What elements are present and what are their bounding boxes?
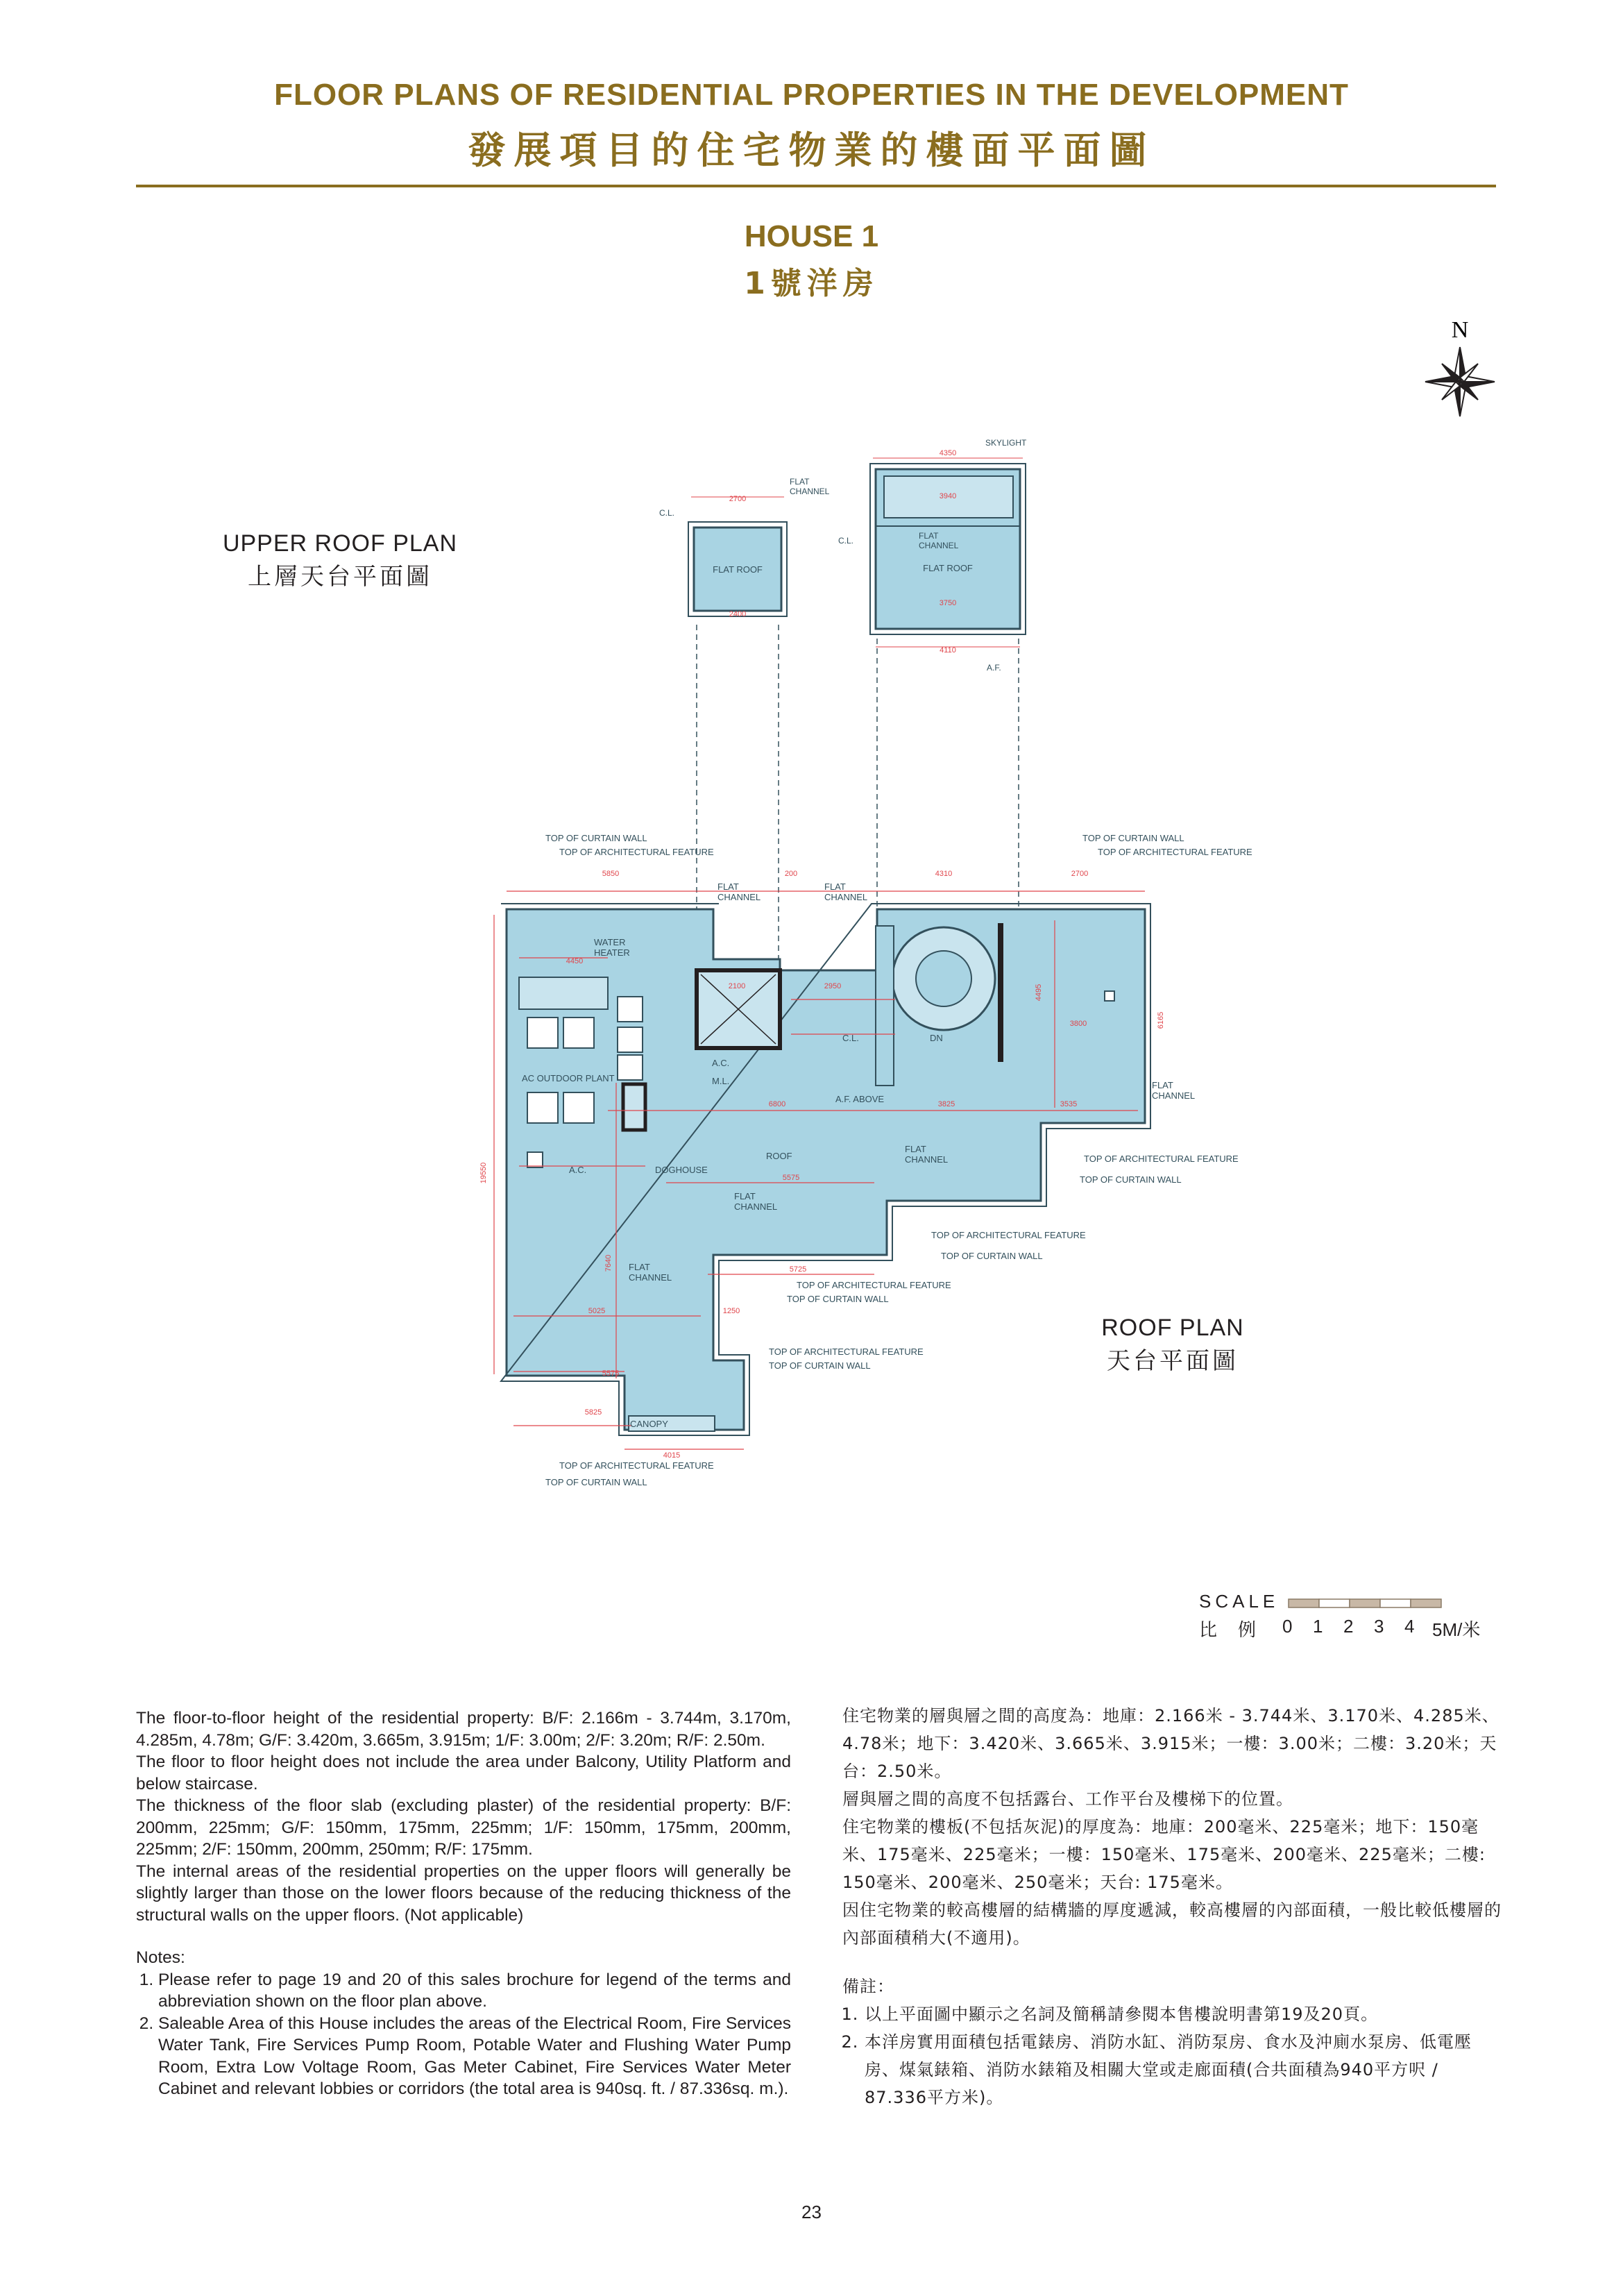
roof-plan-main (479, 833, 1252, 1487)
svg-text:3750: 3750 (939, 599, 957, 607)
svg-text:DOGHOUSE: DOGHOUSE (655, 1165, 708, 1175)
svg-text:2950: 2950 (824, 982, 842, 990)
svg-text:5850: 5850 (602, 870, 620, 878)
svg-text:FLAT: FLAT (905, 1144, 926, 1154)
svg-text:M.L.: M.L. (712, 1076, 730, 1086)
svg-text:5575: 5575 (782, 1174, 800, 1182)
scale-title: SCALE (1199, 1591, 1280, 1612)
svg-text:2700: 2700 (729, 495, 747, 503)
svg-text:ROOF: ROOF (766, 1151, 792, 1161)
svg-text:FLAT: FLAT (919, 531, 939, 541)
page-title-en: FLOOR PLANS OF RESIDENTIAL PROPERTIES IN THE DEVELOPMENT (274, 78, 1349, 112)
svg-text:TOP OF CURTAIN WALL: TOP OF CURTAIN WALL (1080, 1174, 1182, 1185)
upper-roof-plan-label: UPPER ROOF PLAN 上層天台平面圖 (222, 530, 458, 591)
svg-text:FLAT: FLAT (824, 881, 846, 892)
svg-text:C.L.: C.L. (838, 536, 854, 546)
svg-text:CHANNEL: CHANNEL (629, 1272, 672, 1283)
svg-text:1250: 1250 (722, 1307, 740, 1315)
notes-chinese (842, 1702, 1502, 2111)
svg-text:2400: 2400 (729, 610, 747, 618)
svg-text:FLAT: FLAT (629, 1262, 650, 1272)
note-item: 2. Saleable Area of this House includes the areas of the Electrical Room, Fire Services Water Tank, Fire Services Pump Room, Potable Water and Flushing Water Pump Room, Extra Low Voltage Room, Gas Meter Cabinet, Fire Services Water Meter Cabinet and relevant lobbies or corridors (the total area is 940sq. ft. / 87.336sq. m.). (158, 2013, 791, 2100)
svg-text:3800: 3800 (1069, 1020, 1087, 1028)
scale-tick: 1 (1313, 1616, 1323, 1637)
upper-roof-small-block (659, 477, 830, 618)
svg-text:2100: 2100 (728, 982, 746, 990)
svg-text:WATER: WATER (594, 937, 626, 947)
svg-text:TOP OF ARCHITECTURAL FEATURE: TOP OF ARCHITECTURAL FEATURE (559, 847, 714, 857)
svg-text:TOP OF ARCHITECTURAL FEATURE: TOP OF ARCHITECTURAL FEATURE (769, 1347, 924, 1357)
scale-tick: 5M/米 (1432, 1619, 1481, 1640)
svg-text:TOP OF ARCHITECTURAL FEATURE: TOP OF ARCHITECTURAL FEATURE (559, 1460, 714, 1471)
svg-text:TOP OF CURTAIN WALL: TOP OF CURTAIN WALL (1082, 833, 1184, 843)
svg-text:A.F. ABOVE: A.F. ABOVE (835, 1094, 885, 1104)
floor-height-exclusion-note-zh: 層與層之間的高度不包括露台、工作平台及樓梯下的位置。 (842, 1789, 1293, 1809)
svg-text:TOP OF CURTAIN WALL: TOP OF CURTAIN WALL (787, 1294, 889, 1304)
slab-thickness-note-zh: 住宅物業的樓板(不包括灰泥)的厚度為：地庫：200毫米、225毫米；地下：150毫米、175毫米、225毫米；一樓：150毫米、175毫米、200毫米、225毫米；二樓: 150毫米、200毫米、250毫米；天台: 175毫米。 (842, 1817, 1486, 1892)
svg-text:TOP OF CURTAIN WALL: TOP OF CURTAIN WALL (545, 833, 647, 843)
svg-text:CHANNEL: CHANNEL (717, 892, 761, 902)
svg-text:4110: 4110 (940, 646, 956, 655)
svg-text:HEATER: HEATER (594, 947, 630, 958)
notes-heading-zh: 備註： (842, 1977, 894, 1996)
svg-text:A.C.: A.C. (712, 1058, 730, 1068)
svg-text:3825: 3825 (937, 1100, 955, 1108)
floor-height-exclusion-note: The floor to floor height does not include the area under Balcony, Utility Platform and below staircase. (136, 1753, 791, 1793)
page-number: 23 (801, 2202, 822, 2222)
svg-text:TOP OF ARCHITECTURAL FEATURE: TOP OF ARCHITECTURAL FEATURE (1098, 847, 1252, 857)
svg-text:FLAT ROOF: FLAT ROOF (713, 564, 763, 575)
internal-area-note: The internal areas of the residential properties on the upper floors will generally be slightly larger than those on the lower floors because of the reducing thickness of the structural walls on the upper floors. (Not applicable) (136, 1862, 791, 1925)
roof-plan-label: ROOF PLAN 天台平面圖 (1101, 1315, 1244, 1375)
svg-text:DN: DN (930, 1033, 943, 1043)
svg-text:5825: 5825 (584, 1408, 602, 1417)
svg-text:7640: 7640 (604, 1254, 613, 1272)
svg-text:TOP OF CURTAIN WALL: TOP OF CURTAIN WALL (545, 1477, 647, 1487)
note-item-zh: 1. 以上平面圖中顯示之名詞及簡稱請參閱本售樓說明書第19及20頁。 (865, 2000, 1502, 2028)
svg-text:200: 200 (784, 870, 798, 878)
svg-text:C.L.: C.L. (659, 508, 675, 518)
svg-text:TOP OF ARCHITECTURAL FEATURE: TOP OF ARCHITECTURAL FEATURE (931, 1230, 1086, 1240)
svg-text:5725: 5725 (789, 1265, 807, 1274)
svg-text:5575: 5575 (602, 1369, 620, 1378)
svg-text:4015: 4015 (663, 1451, 681, 1460)
svg-text:CANOPY: CANOPY (630, 1419, 668, 1429)
scale-tick: 2 (1343, 1616, 1354, 1637)
scale-tick: 3 (1374, 1616, 1384, 1637)
svg-text:N: N (1451, 317, 1469, 343)
svg-text:CHANNEL: CHANNEL (905, 1154, 949, 1165)
svg-text:6165: 6165 (1157, 1011, 1165, 1029)
svg-text:FLAT ROOF: FLAT ROOF (923, 563, 973, 573)
svg-text:C.L.: C.L. (842, 1033, 859, 1043)
svg-text:TOP OF CURTAIN WALL: TOP OF CURTAIN WALL (941, 1251, 1043, 1261)
svg-text:AC OUTDOOR PLANT: AC OUTDOOR PLANT (522, 1073, 615, 1083)
svg-text:FLAT: FLAT (734, 1191, 756, 1201)
svg-text:3535: 3535 (1060, 1100, 1078, 1108)
scale-tick: 4 (1404, 1616, 1415, 1637)
upper-roof-large-block (838, 438, 1027, 673)
svg-text:CHANNEL: CHANNEL (919, 541, 959, 550)
svg-text:TOP OF ARCHITECTURAL FEATURE: TOP OF ARCHITECTURAL FEATURE (1084, 1154, 1239, 1164)
house-title-zh: 1號洋房 (744, 266, 879, 301)
internal-area-note-zh: 因住宅物業的較高樓層的結構牆的厚度遞減，較高樓層的內部面積，一般比較低樓層的內部面積稍大(不適用)。 (842, 1900, 1502, 1948)
svg-text:4495: 4495 (1035, 984, 1043, 1002)
svg-text:CHANNEL: CHANNEL (734, 1201, 778, 1212)
notes-english (136, 1707, 791, 2100)
svg-text:4350: 4350 (939, 449, 957, 457)
svg-text:A.C.: A.C. (569, 1165, 587, 1175)
note-item-zh: 2. 本洋房實用面積包括電錶房、消防水缸、消防泵房、食水及沖廁水泵房、低電壓房、煤氣錶箱、消防水錶箱及相關大堂或走廊面積(合共面積為940平方呎 / 87.336平方米)。 (865, 2028, 1502, 2111)
svg-text:CHANNEL: CHANNEL (824, 892, 868, 902)
svg-text:4450: 4450 (566, 957, 584, 965)
page-title-zh: 發展項目的住宅物業的樓面平面圖 (468, 128, 1155, 172)
scale-tick: 0 (1282, 1616, 1293, 1637)
notes-heading: Notes: (136, 1948, 185, 1967)
svg-text:TOP OF CURTAIN WALL: TOP OF CURTAIN WALL (769, 1360, 871, 1371)
note-item: 1. Please refer to page 19 and 20 of this sales brochure for legend of the terms and abbreviation shown on the floor plan above. (158, 1969, 791, 2013)
floor-height-note-zh: 住宅物業的層與層之間的高度為：地庫：2.166米 - 3.744米、3.170米、4.285米、4.78米；地下：3.420米、3.665米、3.915米；一樓：3.00米；二樓：3.20米；天台：2.50米。 (842, 1706, 1499, 1781)
svg-text:2700: 2700 (1071, 870, 1089, 878)
floor-height-note: The floor-to-floor height of the residential property: B/F: 2.166m - 3.744m, 3.170m, 4.285m, 4.78m; G/F: 3.420m, 3.665m, 3.915m; 1/F: 3.00m; 2/F: 3.20m; R/F: 2.50m. (136, 1709, 791, 1750)
svg-text:5025: 5025 (588, 1307, 606, 1315)
slab-thickness-note: The thickness of the floor slab (excluding plaster) of the residential property: B/F: 200mm, 225mm; G/F: 150mm, 175mm, 225mm; 1/F: 150mm, 175mm, 200mm, 225mm; 2/F: 150mm, 200mm, 250mm; R/F: 175mm. (136, 1796, 791, 1859)
svg-text:A.F.: A.F. (987, 663, 1001, 673)
house-title-en: HOUSE 1 (744, 219, 879, 253)
svg-text:FLAT: FLAT (717, 881, 739, 892)
svg-text:FLAT: FLAT (1152, 1080, 1173, 1090)
svg-text:19550: 19550 (479, 1162, 488, 1184)
svg-text:3940: 3940 (939, 492, 957, 500)
north-compass-icon (1425, 317, 1495, 416)
svg-text:FLAT: FLAT (790, 477, 810, 487)
scale-label-zh: 比 例 (1199, 1620, 1258, 1641)
svg-text:CHANNEL: CHANNEL (790, 487, 830, 496)
scale-bar-graphic (1288, 1598, 1447, 1609)
svg-text:4310: 4310 (935, 870, 953, 878)
svg-text:6800: 6800 (768, 1100, 786, 1108)
svg-text:TOP OF ARCHITECTURAL FEATURE: TOP OF ARCHITECTURAL FEATURE (797, 1280, 951, 1290)
svg-text:CHANNEL: CHANNEL (1152, 1090, 1196, 1101)
svg-text:SKYLIGHT: SKYLIGHT (985, 438, 1027, 448)
